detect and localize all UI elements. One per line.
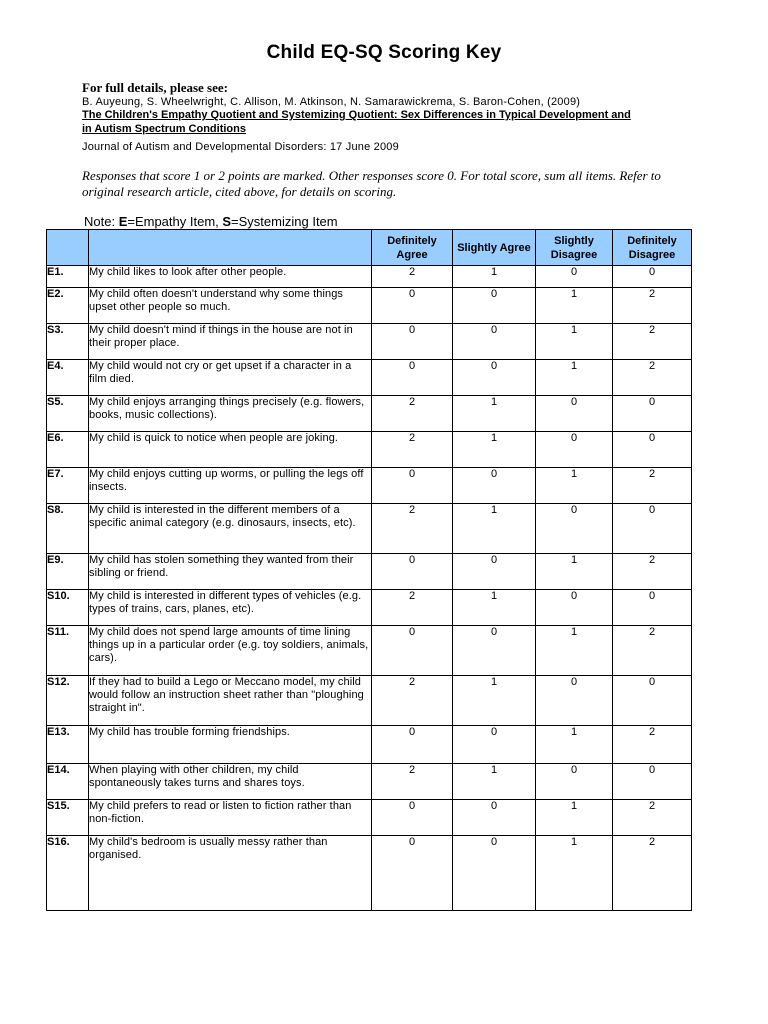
score-definitely-disagree: 2 [613,288,692,324]
header-definitely-agree: Definitely Agree [372,230,453,266]
score-slightly-disagree: 0 [536,432,613,468]
score-definitely-disagree: 2 [613,324,692,360]
score-slightly-disagree: 1 [536,626,613,676]
header-id-cell [47,230,89,266]
score-definitely-agree: 0 [372,726,453,764]
header-slightly-agree: Slightly Agree [453,230,536,266]
item-text: My child does not spend large amounts of time lining things up in a particular order (e.g. toy soldiers, animals, cars). [89,626,372,676]
table-row [47,836,692,911]
note-prefix: Note: [84,214,119,229]
score-definitely-disagree: 0 [613,590,692,626]
score-slightly-agree: 1 [453,432,536,468]
score-slightly-disagree: 1 [536,726,613,764]
item-id: S16. [47,836,89,911]
table-row [47,554,692,590]
item-text: My child prefers to read or listen to fiction rather than non-fiction. [89,800,372,836]
score-slightly-disagree: 1 [536,360,613,396]
table-row [47,590,692,626]
note-s-letter: S [222,214,232,229]
item-id: E13. [47,726,89,764]
score-slightly-agree: 0 [453,726,536,764]
score-slightly-disagree: 0 [536,764,613,800]
item-text: My child has stolen something they wanted from their sibling or friend. [89,554,372,590]
score-definitely-agree: 0 [372,468,453,504]
header-definitely-disagree: Definitely Disagree [613,230,692,266]
table-row [47,288,692,324]
item-text: My child enjoys cutting up worms, or pulling the legs off insects. [89,468,372,504]
item-text: My child is interested in different types of vehicles (e.g. types of trains, cars, planes, etc). [89,590,372,626]
table-row [47,626,692,676]
item-type-note [84,214,338,229]
score-definitely-disagree: 2 [613,626,692,676]
score-definitely-disagree: 0 [613,266,692,288]
score-slightly-agree: 0 [453,626,536,676]
score-slightly-agree: 0 [453,836,536,911]
item-id: E1. [47,266,89,288]
score-definitely-agree: 2 [372,764,453,800]
score-definitely-disagree: 0 [613,764,692,800]
item-text: My child is interested in the different members of a specific animal category (e.g. dinosaurs, insects, etc). [89,504,372,554]
table-row [47,432,692,468]
score-definitely-agree: 0 [372,360,453,396]
score-definitely-agree: 2 [372,590,453,626]
table-row [47,360,692,396]
score-definitely-agree: 2 [372,396,453,432]
score-definitely-disagree: 2 [613,800,692,836]
item-id: E14. [47,764,89,800]
item-id: S11. [47,626,89,676]
score-definitely-agree: 2 [372,676,453,726]
item-text: My child is quick to notice when people are joking. [89,432,372,468]
score-slightly-agree: 0 [453,468,536,504]
score-slightly-disagree: 0 [536,396,613,432]
score-slightly-disagree: 1 [536,324,613,360]
item-text: If they had to build a Lego or Meccano model, my child would follow an instruction sheet rather than "ploughing straight in". [89,676,372,726]
score-definitely-agree: 2 [372,504,453,554]
scoring-table [46,229,692,911]
item-id: S5. [47,396,89,432]
item-text: My child has trouble forming friendships. [89,726,372,764]
item-text: My child would not cry or get upset if a character in a film died. [89,360,372,396]
score-definitely-agree: 0 [372,554,453,590]
score-definitely-agree: 0 [372,836,453,911]
note-e-letter: E [118,214,128,229]
table-row [47,324,692,360]
score-definitely-disagree: 2 [613,360,692,396]
item-id: E9. [47,554,89,590]
item-id: S15. [47,800,89,836]
score-slightly-agree: 0 [453,288,536,324]
score-definitely-agree: 0 [372,288,453,324]
table-row [47,800,692,836]
score-slightly-disagree: 1 [536,288,613,324]
score-slightly-agree: 1 [453,764,536,800]
note-s-text: =Systemizing Item [231,214,338,229]
item-text: My child enjoys arranging things precisely (e.g. flowers, books, music collections). [89,396,372,432]
table-row [47,468,692,504]
item-text: My child's bedroom is usually messy rather than organised. [89,836,372,911]
score-slightly-disagree: 0 [536,504,613,554]
score-definitely-disagree: 0 [613,676,692,726]
score-definitely-disagree: 2 [613,726,692,764]
header-slightly-disagree: Slightly Disagree [536,230,613,266]
score-definitely-disagree: 2 [613,554,692,590]
table-row [47,396,692,432]
score-slightly-disagree: 1 [536,800,613,836]
table-row [47,764,692,800]
score-definitely-agree: 2 [372,432,453,468]
score-slightly-agree: 0 [453,360,536,396]
score-definitely-disagree: 0 [613,504,692,554]
table-row [47,266,692,288]
item-text: My child often doesn't understand why some things upset other people so much. [89,288,372,324]
score-definitely-disagree: 2 [613,468,692,504]
header-item-cell [89,230,372,266]
scoring-instructions: Responses that score 1 or 2 points are marked. Other responses score 0. For total score, sum all items. Refer to original research article, cited above, for details on scoring. [82,168,661,199]
item-id: E7. [47,468,89,504]
item-id: S3. [47,324,89,360]
table-row [47,726,692,764]
score-slightly-agree: 0 [453,554,536,590]
score-slightly-disagree: 1 [536,554,613,590]
score-slightly-disagree: 0 [536,266,613,288]
note-e-text: =Empathy Item, [127,214,223,229]
item-id: S8. [47,504,89,554]
score-slightly-agree: 1 [453,676,536,726]
score-definitely-agree: 2 [372,266,453,288]
score-slightly-agree: 1 [453,266,536,288]
item-id: E2. [47,288,89,324]
item-id: E4. [47,360,89,396]
item-id: E6. [47,432,89,468]
reference-authors: B. Auyeung, S. Wheelwright, C. Allison, M. Atkinson, N. Samarawickrema, S. Baron-Cohen, (2009) [82,96,581,108]
reference-journal: Journal of Autism and Developmental Disorders: 17 June 2009 [82,141,399,153]
table-row [47,676,692,726]
score-definitely-disagree: 0 [613,396,692,432]
score-slightly-disagree: 1 [536,468,613,504]
score-slightly-agree: 0 [453,324,536,360]
score-definitely-agree: 0 [372,626,453,676]
score-slightly-disagree: 0 [536,676,613,726]
item-id: S10. [47,590,89,626]
item-id: S12. [47,676,89,726]
score-slightly-agree: 1 [453,396,536,432]
score-slightly-agree: 1 [453,590,536,626]
score-definitely-agree: 0 [372,324,453,360]
score-slightly-agree: 0 [453,800,536,836]
score-definitely-agree: 0 [372,800,453,836]
table-row [47,504,692,554]
item-text: When playing with other children, my child spontaneously takes turns and shares toys. [89,764,372,800]
score-definitely-disagree: 0 [613,432,692,468]
page-title: Child EQ-SQ Scoring Key [266,42,502,63]
score-slightly-agree: 1 [453,504,536,554]
reference-heading: For full details, please see: [82,80,228,95]
reference-article-title: The Children's Empathy Quotient and Systemizing Quotient: Sex Differences in Typical Development and in Autism Spectrum Conditions [82,109,631,135]
table-header-row [47,230,692,266]
score-slightly-disagree: 0 [536,590,613,626]
score-slightly-disagree: 1 [536,836,613,911]
item-text: My child doesn't mind if things in the house are not in their proper place. [89,324,372,360]
item-text: My child likes to look after other people. [89,266,372,288]
score-definitely-disagree: 2 [613,836,692,911]
